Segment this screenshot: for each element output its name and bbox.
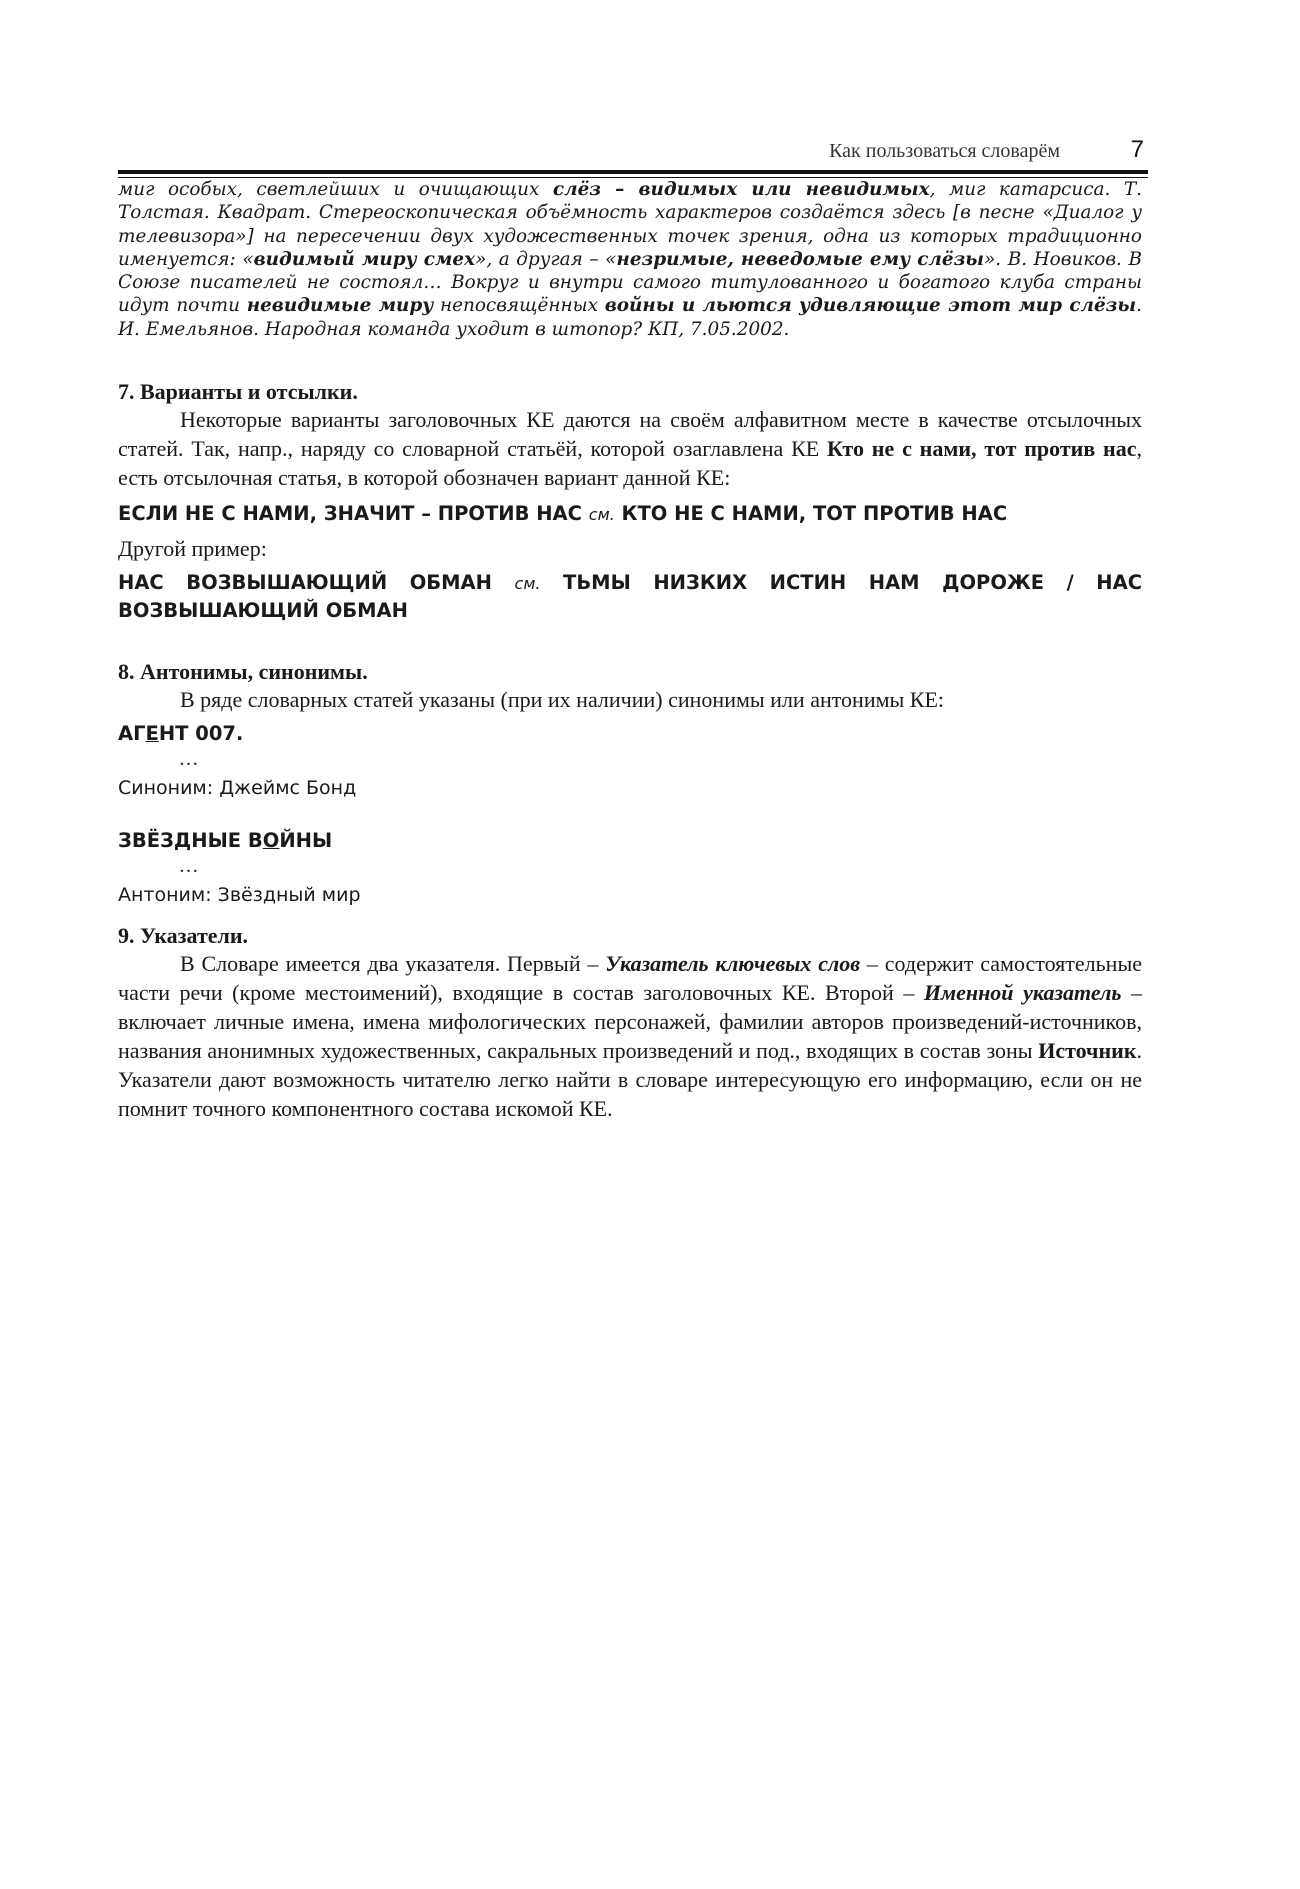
stressed-letter: О: [262, 829, 280, 853]
section-7-title: 7. Варианты и отсылки.: [118, 379, 358, 405]
quote-text: миг особых, светлейших и очищающих: [118, 179, 553, 200]
paragraph-text: Некоторые варианты заголовочных КЕ даются на своём алфавитном месте в качестве отсылочных статей. Так, напр., наряду со словарной статьёй, которой озаглавлена КЕ: [118, 407, 1142, 462]
quote-bold: незримые, неведомые ему слёзы: [616, 248, 985, 270]
ellipsis: …: [180, 748, 198, 771]
synonym-line: Синоним: Джеймс Бонд: [118, 777, 357, 800]
page-content: [118, 178, 1142, 1123]
section-9-paragraph: [118, 949, 1142, 1123]
header-rule-thick: [118, 170, 1148, 174]
quote-bold: видимый миру смех: [253, 248, 476, 270]
paragraph-text: В Словаре имеется два указателя. Первый –: [180, 951, 606, 977]
entry-star-wars: [118, 827, 1142, 854]
paragraph-text: – содержит самостоятельные части речи (кроме местоимений), входящие в состав заголовочных КЕ. Второй –: [118, 951, 1142, 1006]
section-8-title: 8. Антонимы, синонимы.: [118, 659, 368, 685]
another-example-label: Другой пример:: [118, 536, 267, 562]
entry-part: НТ 007.: [158, 722, 244, 746]
quote-bold: слёз – видимых или невидимых: [552, 179, 930, 200]
entry-headword: НАС ВОЗВЫШАЮЩИЙ ОБМАН: [118, 571, 492, 595]
section-7-paragraph: [118, 405, 1142, 492]
quote-text: непосвящённых: [433, 295, 605, 317]
quote-bold: невидимые миру: [246, 295, 434, 317]
quote-block: [118, 178, 1142, 341]
stressed-letter: Е: [145, 722, 159, 746]
running-title: Как пользоваться словарём: [829, 140, 1060, 162]
see-reference: см.: [514, 574, 541, 594]
paragraph-text: – включает личные имена, имена мифологических персонажей, фамилии авторов произведений-источников, названия анонимных художественных, сакральных произведений и под., входящих в состав зоны: [118, 980, 1142, 1064]
paragraph-bold-italic: Именной указатель: [923, 980, 1122, 1006]
entry-part: АГ: [118, 722, 146, 746]
section-9-title: 9. Указатели.: [118, 923, 249, 949]
quote-text: , миг катарсиса. Т. Толстая. Квадрат. Стереоскопическая объёмность характеров создаётся здесь [в песне «Диалог у телевизора»] на пересечении двух художественных точек зрения, одна из которых традиционно именуется: «: [118, 179, 1142, 270]
quote-bold: войны и льются удивляющие этот мир слёзы: [604, 295, 1137, 317]
quote-text: . И. Емельянов. Народная команда уходит в штопор? КП, 7.05.2002.: [118, 295, 1142, 340]
entry-headword: ЕСЛИ НЕ С НАМИ, ЗНАЧИТ – ПРОТИВ НАС: [118, 502, 582, 526]
paragraph-text: . Указатели дают возможность читателю легко найти в словаре интересующую его информацию, если он не помнит точного компонентного состава искомой КЕ.: [118, 1038, 1142, 1122]
entry-agent-007: [118, 720, 1142, 747]
antonym-line: Антоним: Звёздный мир: [118, 884, 361, 907]
quote-text: ». В. Новиков. В Союзе писателей не состоял… Вокруг и внутри самого титулованного и богатого клуба страны идут почти: [118, 248, 1142, 317]
page-number: 7: [1130, 136, 1144, 163]
entry-part: ЗВЁЗДНЫЕ В: [118, 829, 263, 853]
section-8-paragraph: В ряде словарных статей указаны (при их наличии) синонимы или антонимы КЕ:: [180, 687, 945, 713]
entry-target: ТЬМЫ НИЗКИХ ИСТИН НАМ ДОРОЖЕ / НАС ВОЗВЫШАЮЩИЙ ОБМАН: [118, 571, 1143, 623]
paragraph-bold: Источник: [1038, 1038, 1137, 1064]
ellipsis: …: [180, 855, 198, 878]
example-entry-1: [118, 500, 1142, 528]
example-entry-2: [118, 569, 1142, 624]
paragraph-text: , есть отсылочная статья, в которой обозначен вариант данной КЕ:: [118, 436, 1142, 491]
see-reference: см.: [588, 505, 615, 525]
entry-part: ЙНЫ: [279, 829, 333, 853]
quote-text: », а другая – «: [475, 248, 617, 270]
paragraph-bold: Кто не с нами, тот против нас: [827, 436, 1137, 462]
running-header: [118, 136, 1148, 166]
paragraph-bold-italic: Указатель ключевых слов: [605, 951, 861, 977]
entry-target: КТО НЕ С НАМИ, ТОТ ПРОТИВ НАС: [621, 502, 1008, 526]
